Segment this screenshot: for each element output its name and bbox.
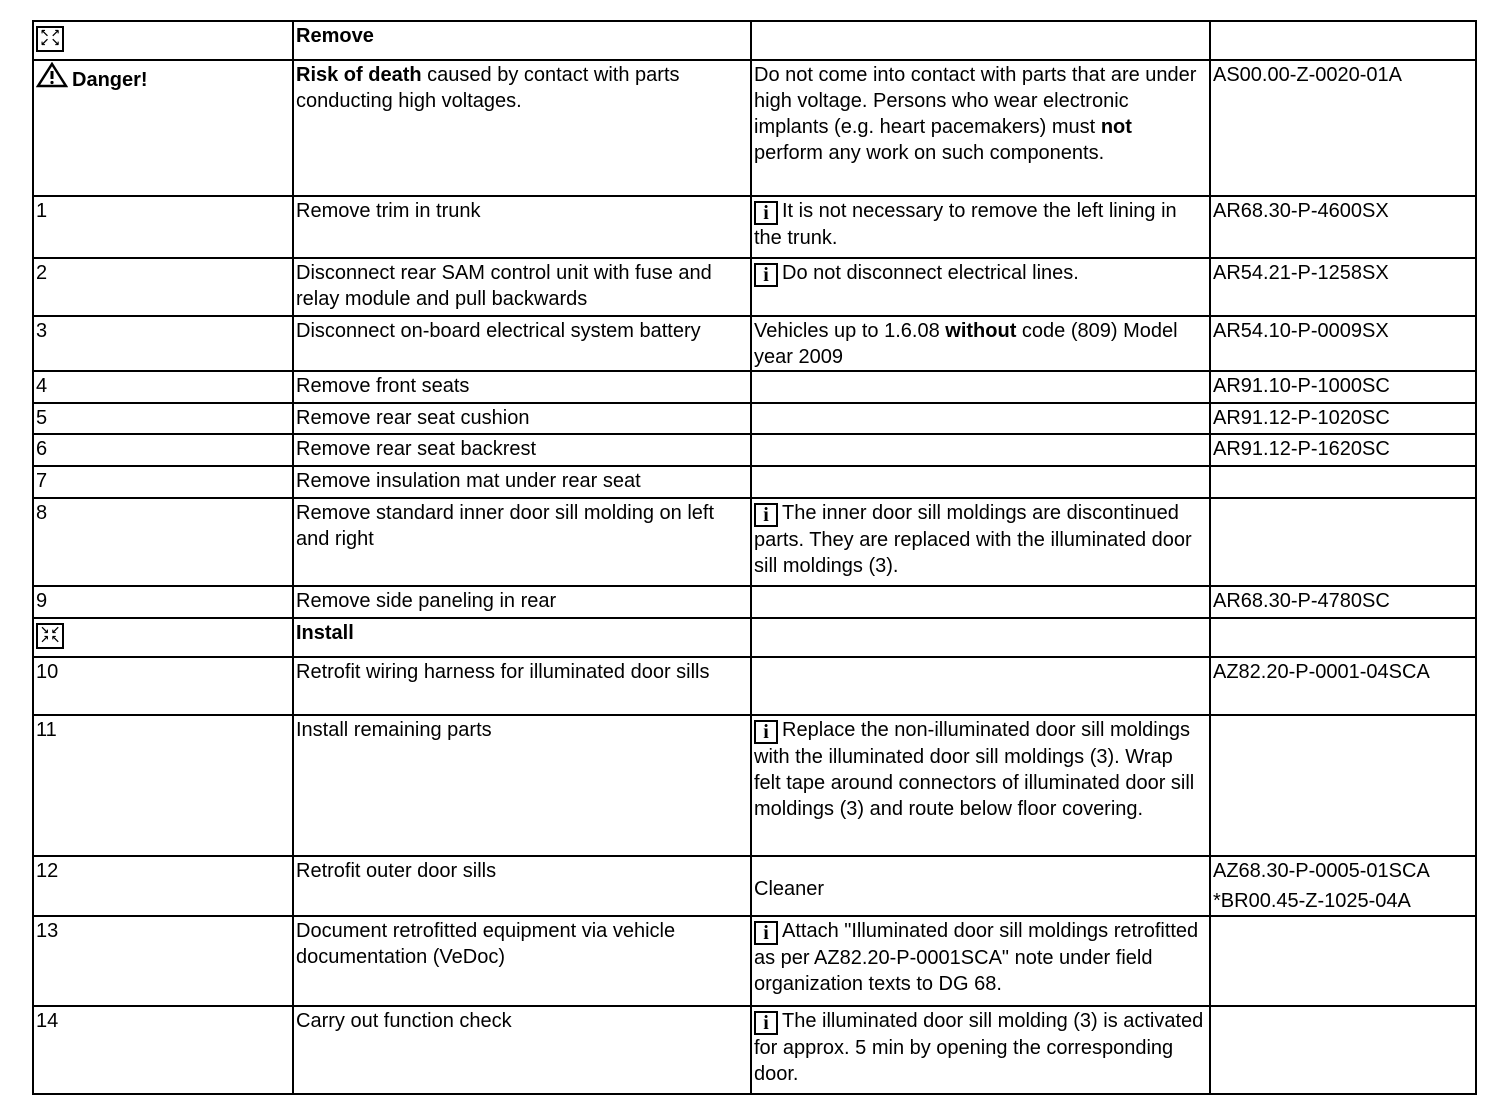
step-note — [751, 498, 1210, 586]
table-row — [33, 916, 1476, 1006]
danger-note-text-end: perform any work on such components. — [754, 142, 1105, 164]
section-title: Remove — [293, 21, 751, 60]
step-number: 4 — [33, 371, 293, 403]
section-title: Install — [293, 618, 751, 657]
step-action: Carry out function check — [293, 1006, 751, 1094]
step-ref-secondary[interactable]: *BR00.45-Z-1025-04A — [1213, 890, 1411, 912]
info-icon: i — [754, 263, 778, 287]
info-icon: i — [754, 921, 778, 945]
step-note — [751, 258, 1210, 316]
expand-arrows-icon: ↖ ↗ ↙ ↘ — [36, 26, 64, 52]
step-action: Install remaining parts — [293, 715, 751, 856]
step-action: Remove side paneling in rear — [293, 586, 751, 618]
danger-label: Danger! — [72, 69, 148, 91]
section-icon-cell — [33, 21, 293, 60]
table-row — [33, 258, 1476, 316]
step-number: 1 — [33, 196, 293, 258]
note-text: Vehicles up to 1.6.08 — [754, 320, 940, 342]
table-row — [33, 498, 1476, 586]
step-action: Disconnect on-board electrical system battery — [293, 316, 751, 371]
step-action: Remove standard inner door sill molding on left and right — [293, 498, 751, 586]
step-ref[interactable]: AZ82.20-P-0001-04SCA — [1210, 657, 1476, 715]
step-note — [751, 715, 1210, 856]
step-number: 5 — [33, 403, 293, 434]
info-icon: i — [754, 720, 778, 744]
table-row — [33, 586, 1476, 618]
table-row — [33, 316, 1476, 371]
step-action: Remove insulation mat under rear seat — [293, 466, 751, 498]
step-number: 10 — [33, 657, 293, 715]
step-ref[interactable]: AR91.10-P-1000SC — [1210, 371, 1476, 403]
section-icon-cell — [33, 618, 293, 657]
note-text: Do not disconnect electrical lines. — [782, 262, 1079, 284]
step-number: 3 — [33, 316, 293, 371]
step-note — [751, 916, 1210, 1006]
table-row — [33, 466, 1476, 498]
note-text: The inner door sill moldings are discontinued parts. They are replaced with the illuminated door sill moldings (3). — [754, 502, 1192, 577]
table-row — [33, 434, 1476, 466]
table-row — [33, 856, 1476, 916]
step-number: 8 — [33, 498, 293, 586]
step-action: Remove front seats — [293, 371, 751, 403]
danger-row — [33, 60, 1476, 196]
contract-arrows-icon: ↘ ↙ ↗ ↖ — [36, 623, 64, 649]
step-number: 14 — [33, 1006, 293, 1094]
step-note — [751, 196, 1210, 258]
step-number: 12 — [33, 856, 293, 916]
note-text: It is not necessary to remove the left lining in the trunk. — [754, 200, 1177, 249]
note-text: Replace the non-illuminated door sill moldings with the illuminated door sill moldings (3). Wrap felt tape around connectors of illuminated door sill moldings (3) and route below floor covering. — [754, 719, 1195, 820]
risk-text: caused by contact with parts conducting high voltages. — [296, 64, 680, 112]
table-row — [33, 715, 1476, 856]
section-install-row — [33, 618, 1476, 657]
step-ref[interactable]: AR91.12-P-1020SC — [1210, 403, 1476, 434]
step-action: Remove rear seat cushion — [293, 403, 751, 434]
section-remove-row — [33, 21, 1476, 60]
step-ref[interactable]: AR54.21-P-1258SX — [1210, 258, 1476, 316]
danger-ref: AS00.00-Z-0020-01A — [1210, 60, 1476, 196]
procedure-table — [32, 20, 1477, 1095]
info-icon: i — [754, 201, 778, 225]
step-action: Document retrofitted equipment via vehicle documentation (VeDoc) — [293, 916, 751, 1006]
note-text-end: code (809) Model year 2009 — [754, 320, 1178, 368]
step-number: 6 — [33, 434, 293, 466]
risk-bold: Risk of death — [296, 64, 422, 86]
danger-note-text: Do not come into contact with parts that are under high voltage. Persons who wear electronic implants (e.g. heart pacemakers) must — [754, 64, 1197, 138]
danger-note-bold: not — [1100, 116, 1132, 138]
step-note — [751, 856, 1210, 916]
step-ref[interactable]: AZ68.30-P-0005-01SCA — [1213, 860, 1430, 882]
info-icon: i — [754, 503, 778, 527]
danger-risk-cell — [293, 60, 751, 196]
note-text: Attach "Illuminated door sill moldings retrofitted as per AZ82.20-P-0001SCA" note under field organization texts to DG 68. — [754, 920, 1199, 995]
table-row — [33, 657, 1476, 715]
note-bold: without — [945, 320, 1017, 342]
step-ref[interactable]: AR68.30-P-4780SC — [1210, 586, 1476, 618]
table-row — [33, 403, 1476, 434]
note-text: Cleaner — [754, 878, 825, 900]
danger-note-cell — [751, 60, 1210, 196]
step-ref[interactable]: AR91.12-P-1620SC — [1210, 434, 1476, 466]
step-action: Remove trim in trunk — [293, 196, 751, 258]
step-ref[interactable]: AR68.30-P-4600SX — [1210, 196, 1476, 258]
table-row — [33, 371, 1476, 403]
table-row — [33, 196, 1476, 258]
step-ref-cell — [1210, 856, 1476, 916]
step-number: 9 — [33, 586, 293, 618]
table-row — [33, 1006, 1476, 1094]
step-number: 2 — [33, 258, 293, 316]
step-action: Retrofit wiring harness for illuminated door sills — [293, 657, 751, 715]
step-number: 7 — [33, 466, 293, 498]
step-number: 11 — [33, 715, 293, 856]
note-text: The illuminated door sill molding (3) is activated for approx. 5 min by opening the corresponding door. — [754, 1010, 1204, 1085]
step-number: 13 — [33, 916, 293, 1006]
step-action: Disconnect rear SAM control unit with fuse and relay module and pull backwards — [293, 258, 751, 316]
warning-triangle-icon — [36, 62, 68, 88]
step-action: Retrofit outer door sills — [293, 856, 751, 916]
step-note — [751, 316, 1210, 371]
danger-label-cell — [33, 60, 293, 196]
step-note — [751, 1006, 1210, 1094]
step-action: Remove rear seat backrest — [293, 434, 751, 466]
info-icon: i — [754, 1011, 778, 1035]
step-ref[interactable]: AR54.10-P-0009SX — [1210, 316, 1476, 371]
